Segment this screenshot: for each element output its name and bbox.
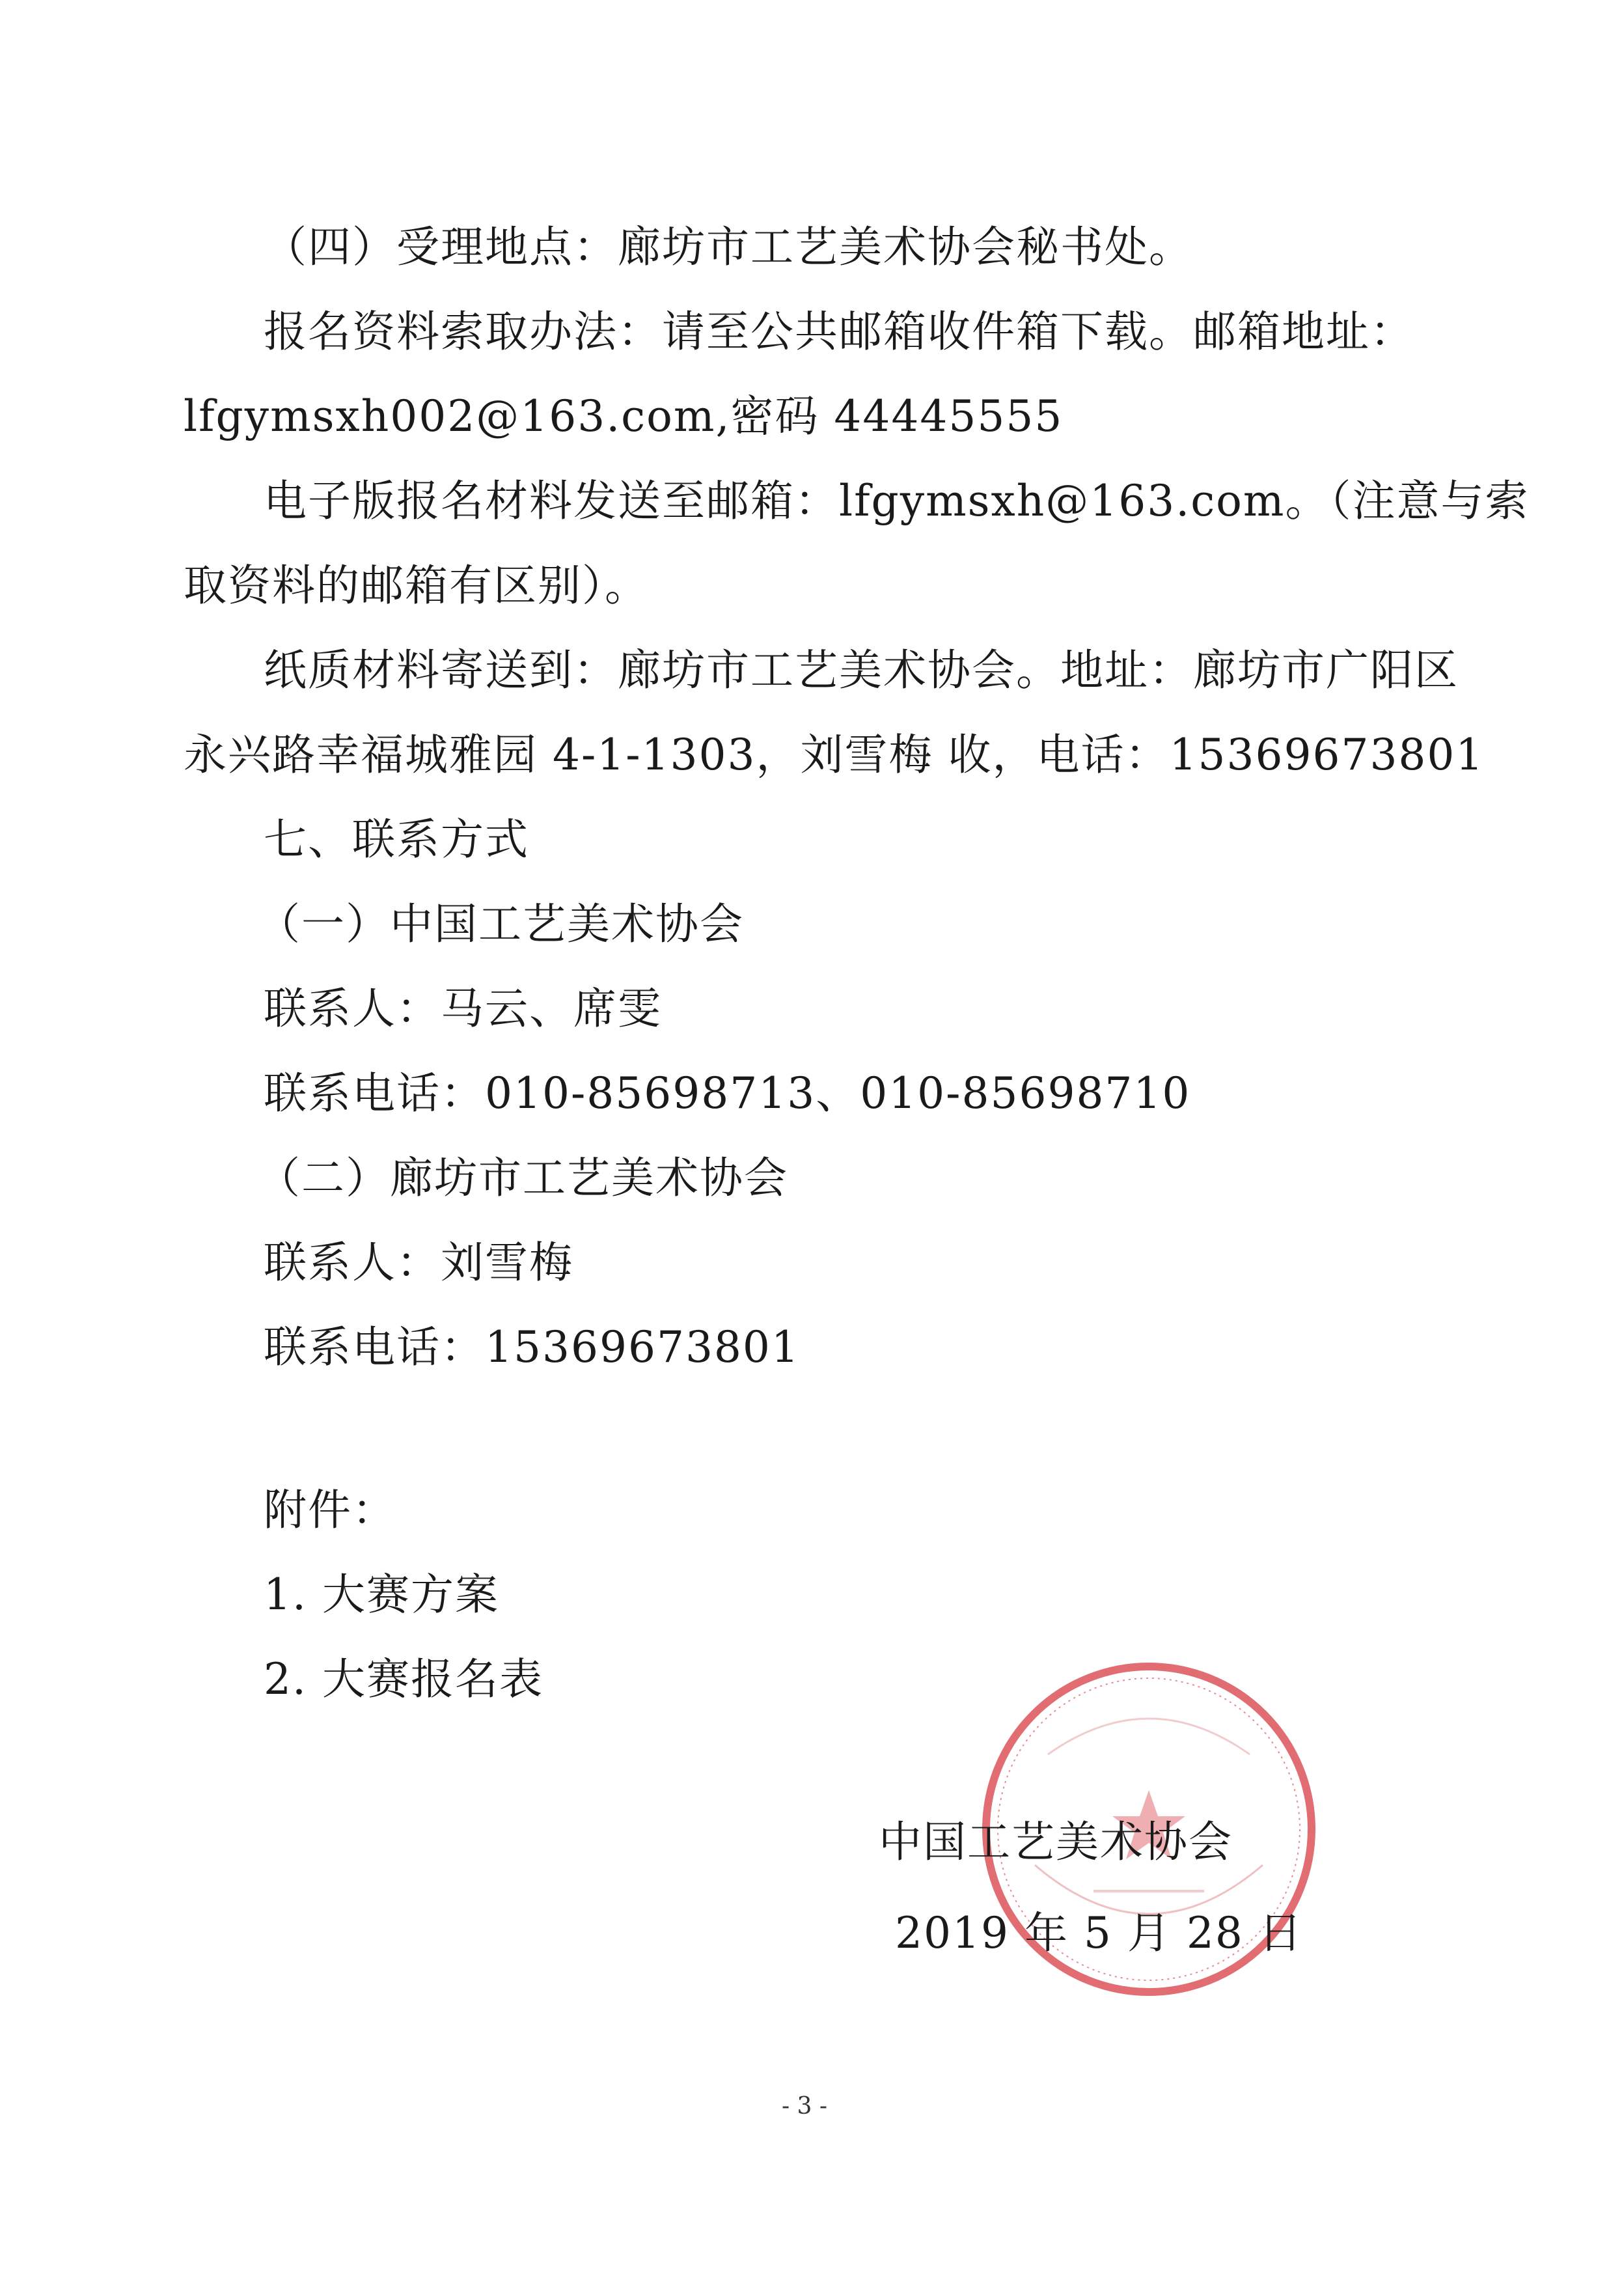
attachment-item-2: 2. 大赛报名表 [264, 1654, 543, 1704]
section-7-heading: 七、联系方式 [264, 814, 529, 864]
contact-2-organization: （二）廊坊市工艺美术协会 [257, 1153, 788, 1203]
signature-date: 2019 年 5 月 28 日 [895, 1908, 1303, 1958]
page-number: - 3 - [781, 2093, 828, 2120]
paper-submission-address-line: 永兴路幸福城雅园 4-1-1303，刘雪梅 收，电话：15369673801 [184, 730, 1485, 780]
acceptance-location-line: （四）受理地点：廊坊市工艺美术协会秘书处。 [264, 222, 1193, 272]
contact-1-organization: （一）中国工艺美术协会 [257, 899, 744, 949]
electronic-submission-line: 电子版报名材料发送至邮箱：lfgymsxh@163.com。（注意与索 [264, 476, 1530, 526]
electronic-submission-note-line: 取资料的邮箱有区别）。 [184, 560, 649, 611]
contact-2-phone: 联系电话：15369673801 [264, 1322, 800, 1372]
public-mailbox-line: lfgymsxh002@163.com,密码 44445555 [184, 391, 1064, 441]
paper-submission-line: 纸质材料寄送到：廊坊市工艺美术协会。地址：廊坊市广阳区 [264, 645, 1459, 695]
attachments-label: 附件： [264, 1485, 396, 1535]
material-retrieval-line: 报名资料索取办法：请至公共邮箱收件箱下载。邮箱地址： [264, 307, 1414, 357]
contact-2-person: 联系人：刘雪梅 [264, 1238, 573, 1288]
attachment-item-1: 1. 大赛方案 [264, 1570, 499, 1620]
contact-1-phone: 联系电话：010-85698713、010-85698710 [264, 1068, 1191, 1118]
signature-organization: 中国工艺美术协会 [879, 1817, 1233, 1867]
contact-1-person: 联系人：马云、席雯 [264, 984, 662, 1034]
